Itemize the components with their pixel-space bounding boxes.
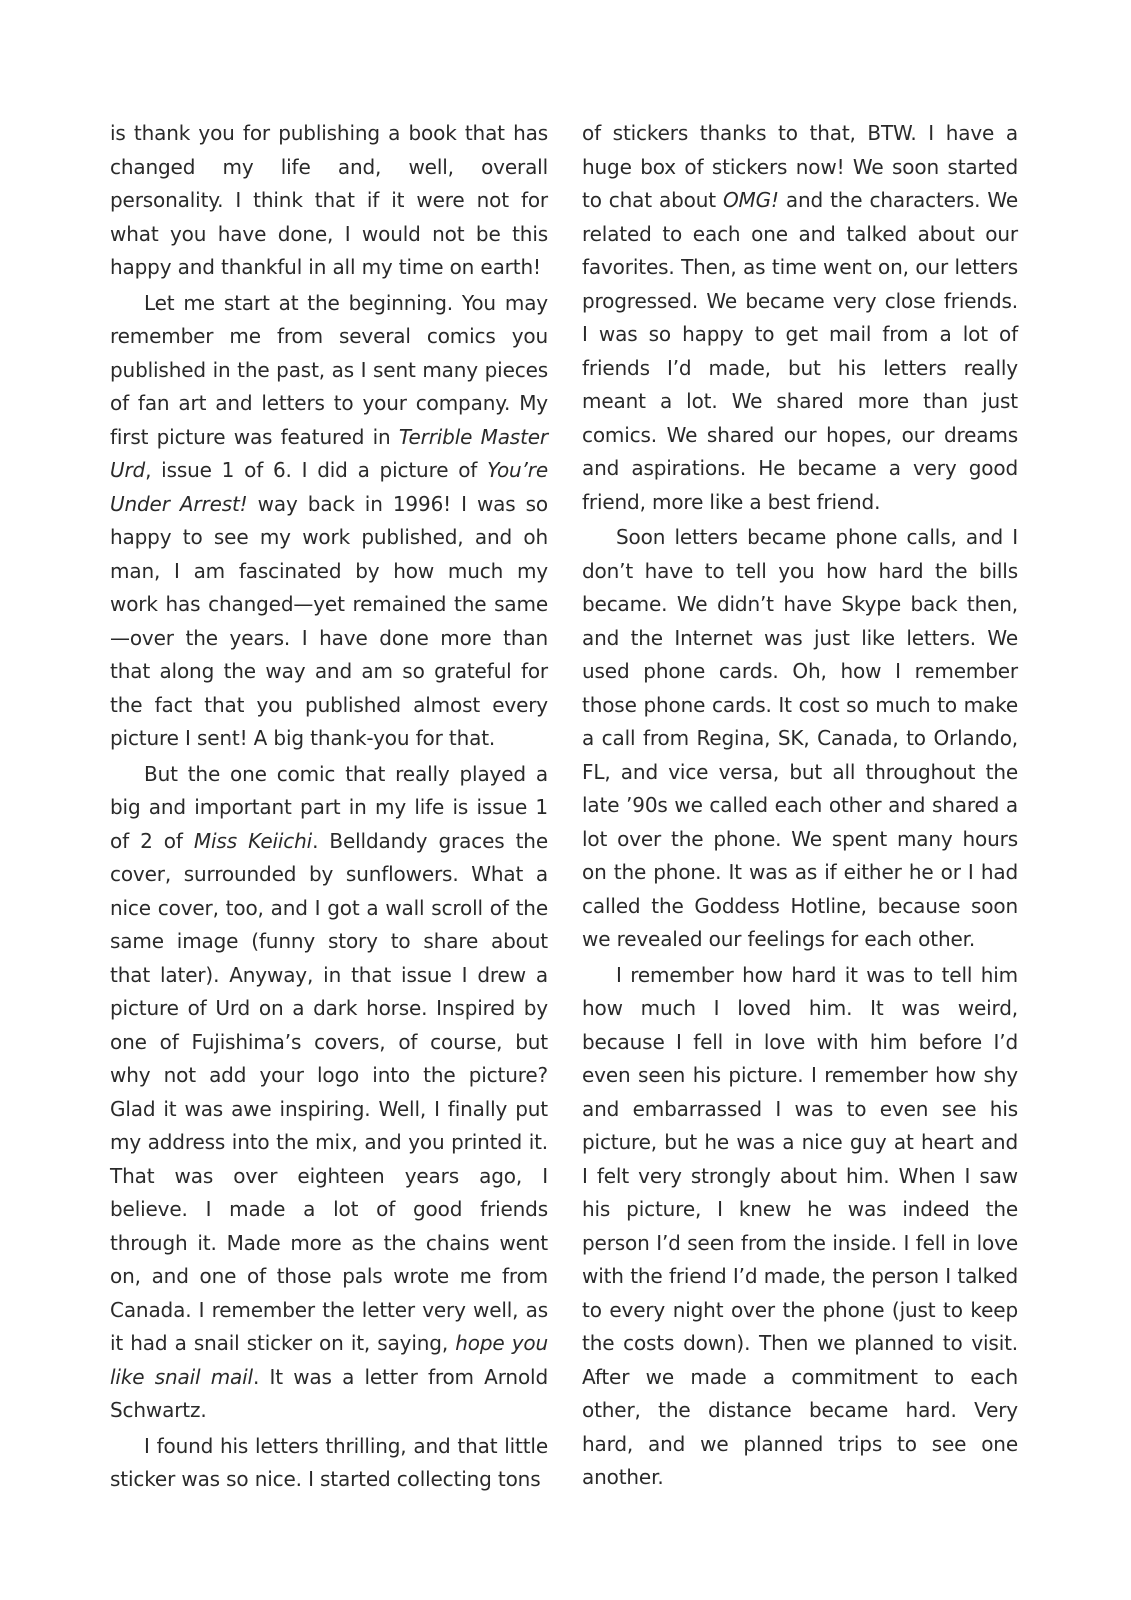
paragraph (110, 117, 548, 285)
paragraph (582, 521, 1018, 957)
paragraph-text: But the one comic that really played a big and important part in my life is issue 1 of 2 of (110, 761, 548, 853)
italic-title-text: You’re Under Arrest! (110, 458, 548, 516)
paragraph-text: I remember how hard it was to tell him how much I loved him. It was weird, because I fell in love with him before I’d even seen his picture. I remember how shy and embarrassed I was to even see his picture, but he was a nice guy at heart and I felt very strongly about him. When I saw his picture, I knew he was indeed the person I’d seen from the inside. I fell in love with the friend I’d made, the person I talked to every night over the phone (just to keep the costs down). Then we planned to visit. After we made a commitment to each other, the distance became hard. Very hard, and we planned trips to see one another. (582, 962, 1018, 1489)
italic-title-text: hope you like snail mail (110, 1331, 548, 1389)
paragraph-text: and the characters. We related to each one and talked about our favorites. Then, as time went on, our letters progressed. We became very close friends. I was so happy to get mail from a lot of friends I’d made, but his letters really meant a lot. We shared more than just comics. We shared our hopes, our dreams and aspirations. He became a very good friend, more like a best friend. (582, 188, 1018, 514)
paragraph (582, 959, 1018, 1495)
paragraph-text: Soon letters became phone calls, and I don’t have to tell you how hard the bills became. We didn’t have Skype back then, and the Internet was just like letters. We used phone cards. Oh, how I remember those phone cards. It cost so much to make a call from Regina, SK, Canada, to Orlando, FL, and vice versa, but all throughout the late ’90s we called each other and shared a lot over the phone. We spent many hours on the phone. It was as if either he or I had called the Goddess Hotline, because soon we revealed our feelings for each other. (582, 525, 1018, 951)
paragraph-text: is thank you for publishing a book that has changed my life and, well, overall personality. I think that if it were not for what you have done, I would not be this happy and thankful in all my time on earth! (110, 121, 548, 279)
left-text-column (110, 117, 548, 1497)
paragraph (110, 1430, 548, 1497)
paragraph (110, 287, 548, 756)
paragraph-text: , issue 1 of 6. I did a picture of (145, 458, 488, 482)
paragraph-text: of stickers thanks to that, BTW. I have a huge box of stickers now! We soon started to chat about (582, 121, 1018, 212)
paragraph-text: way back in 1996! I was so happy to see my work published, and oh man, I am fascinated by how much my work has changed—yet remained the same—over the years. I have done more than that along the way and am so grateful for the fact that you published almost every picture I sent! A big thank-you for that. (110, 491, 549, 750)
paragraph-text: I found his letters thrilling, and that little sticker was so nice. I started collecting tons (110, 1433, 548, 1491)
paragraph-text: . It was a letter from Arnold Schwartz. (110, 1364, 548, 1422)
italic-title-text: OMG! (722, 188, 779, 212)
paragraph-text: . Belldandy graces the cover, surrounded by sunflowers. What a nice cover, too, and I got a wall scroll of the same image (funny story to share about that later). Anyway, in that issue I drew a picture of Urd on a dark horse. Inspired by one of Fujishima’s covers, of course, but why not add your logo into the picture? Glad it was awe inspiring. Well, I finally put my address into the mix, and you printed it. That was over eighteen years ago, I believe. I made a lot of good friends through it. Made more as the chains went on, and one of those pals wrote me from Canada. I remember the letter very well, as it had a snail sticker on it, saying, (110, 828, 548, 1355)
paragraph (582, 117, 1018, 519)
paragraph-text: Let me start at the beginning. You may remember me from several comics you published in the past, as I sent many pieces of fan art and letters to your company. My first picture was featured in (110, 290, 548, 449)
italic-title-text: Miss Keiichi (193, 828, 313, 853)
italic-title-text: Terrible Master Urd (110, 424, 548, 482)
paragraph (110, 758, 548, 1428)
right-text-column (582, 117, 1018, 1495)
